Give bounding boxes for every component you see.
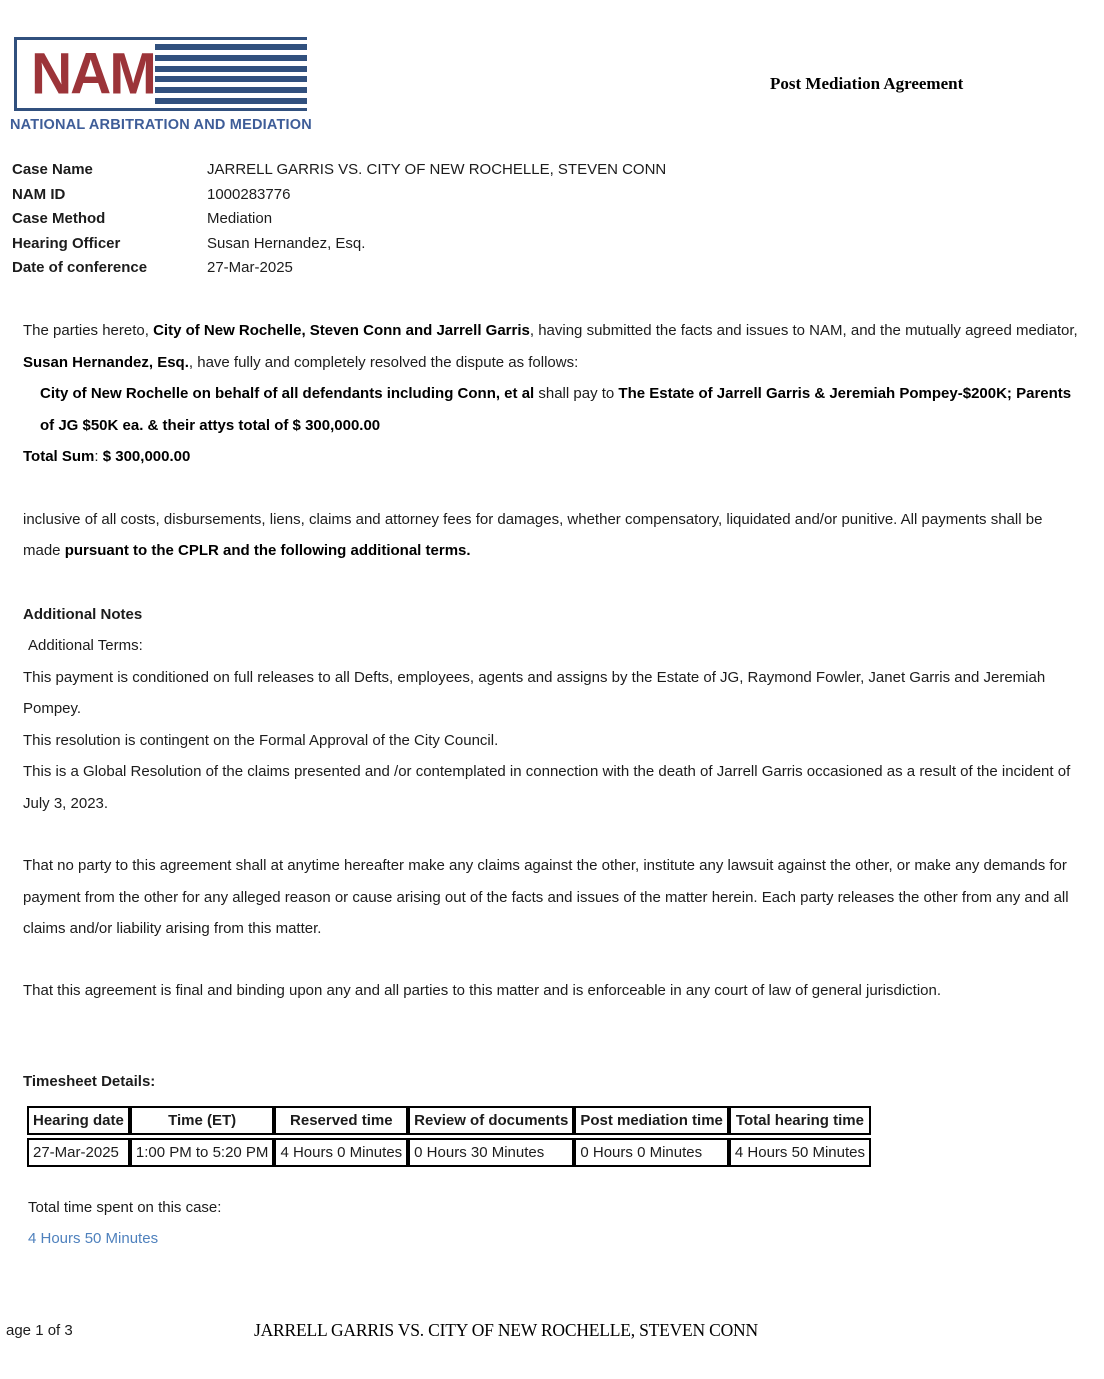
case-detail-value: 27-Mar-2025 [207,259,293,276]
total-time-value: 4 Hours 50 Minutes [28,1230,159,1247]
intro-text: , having submitted the facts and issues to NAM, and the mutually agreed mediator, [529,322,1078,339]
table-header-cell: Post mediation time [574,1106,729,1135]
nam-logo-acronym: NAM [31,40,155,107]
additional-notes-heading: Additional Notes [23,605,143,623]
case-detail-label: NAM ID [12,185,66,203]
payment-terms [40,378,1083,441]
payer: City of New Rochelle on behalf of all defendants including Conn, et al [40,385,535,402]
total-sum-value: $ 300,000.00 [102,448,191,465]
footer-page-number: age 1 of 3 [6,1322,73,1339]
agreement-intro [23,315,1083,378]
case-detail-value: Mediation [207,210,273,227]
table-cell: 1:00 PM to 5:20 PM [130,1138,275,1167]
case-detail-label: Date of conference [12,259,148,276]
additional-terms-label: Additional Terms: [28,637,143,654]
table-cell: 4 Hours 50 Minutes [729,1138,871,1167]
total-sum-sep: : [94,448,103,465]
payee-amount: The Estate of Jarrell Garris & Jeremiah Pompey-$200K; Parents of JG $50K ea. & their attys total of $ 300,000.00 [40,385,1072,434]
table-cell: 0 Hours 30 Minutes [408,1138,574,1167]
timesheet-table [27,1103,871,1170]
table-header-cell: Reserved time [274,1106,408,1135]
document-body [23,0,1083,1255]
case-detail-value: Susan Hernandez, Esq. [207,234,366,252]
total-sum-label: Total Sum [23,448,95,465]
release-clause: That no party to this agreement shall at anytime hereafter make any claims against the other, institute any lawsuit against the other, or make any demands for payment from the other for any alleged reason or cause arising out of the facts and issues of the matter herein. Each party releases the other from any and all claims and/or liability arising from this matter. [23,857,1069,937]
table-header-cell: Total hearing time [729,1106,871,1135]
timesheet-heading: Timesheet Details: [23,1073,156,1090]
note-paragraph: This payment is conditioned on full releases to all Defts, employees, agents and assigns by the Estate of JG, Raymond Fowler, Janet Garris and Jeremiah Pompey. [23,668,1046,717]
table-header-cell: Hearing date [27,1106,130,1135]
case-detail-value: 1000283776 [207,185,291,203]
note-paragraph: This resolution is contingent on the Formal Approval of the City Council. [23,731,499,749]
footer-case-title: JARRELL GARRIS VS. CITY OF NEW ROCHELLE, STEVEN CONN [254,1320,758,1340]
intro-text: The parties hereto, [23,322,154,339]
table-cell: 4 Hours 0 Minutes [274,1138,408,1167]
table-cell: 0 Hours 0 Minutes [574,1138,729,1167]
case-detail-value: JARRELL GARRIS VS. CITY OF NEW ROCHELLE, STEVEN CONN [207,161,667,178]
intro-mediator: Susan Hernandez, Esq. [23,353,189,371]
table-header-cell: Time (ET) [130,1106,275,1135]
nam-logo-tagline: NATIONAL ARBITRATION AND MEDIATION [10,117,312,133]
case-detail-label: Case Method [12,210,106,227]
intro-text: , have fully and completely resolved the dispute as follows: [188,353,579,371]
inclusive-text: inclusive of all costs, disbursements, liens, claims and attorney fees for damages, whether compensatory, liquidated and/or punitive. All payments shall be made [23,510,1043,559]
note-paragraph: This is a Global Resolution of the claims presented and /or contemplated in connection with the death of Jarrell Garris occasioned as a result of the incident of July 3, 2023. [23,763,1071,812]
inclusive-clause [23,504,1083,567]
total-time-label: Total time spent on this case: [28,1198,222,1216]
timesheet-header-row [27,1106,871,1135]
table-header-cell: Review of documents [408,1106,574,1135]
timesheet-data-row [27,1138,871,1167]
inclusive-bold: pursuant to the CPLR and the following additional terms. [64,542,471,559]
enforceability-clause: That this agreement is final and binding upon any and all parties to this matter and is enforceable in any court of law of general jurisdiction. [23,981,942,999]
payment-text: shall pay to [534,385,619,402]
intro-parties: City of New Rochelle, Steven Conn and Jarrell Garris [153,322,530,339]
document-title: Post Mediation Agreement [770,74,964,93]
table-cell: 27-Mar-2025 [27,1138,130,1167]
case-detail-label: Hearing Officer [12,234,121,252]
case-detail-label: Case Name [12,161,93,178]
total-sum [23,441,1083,473]
